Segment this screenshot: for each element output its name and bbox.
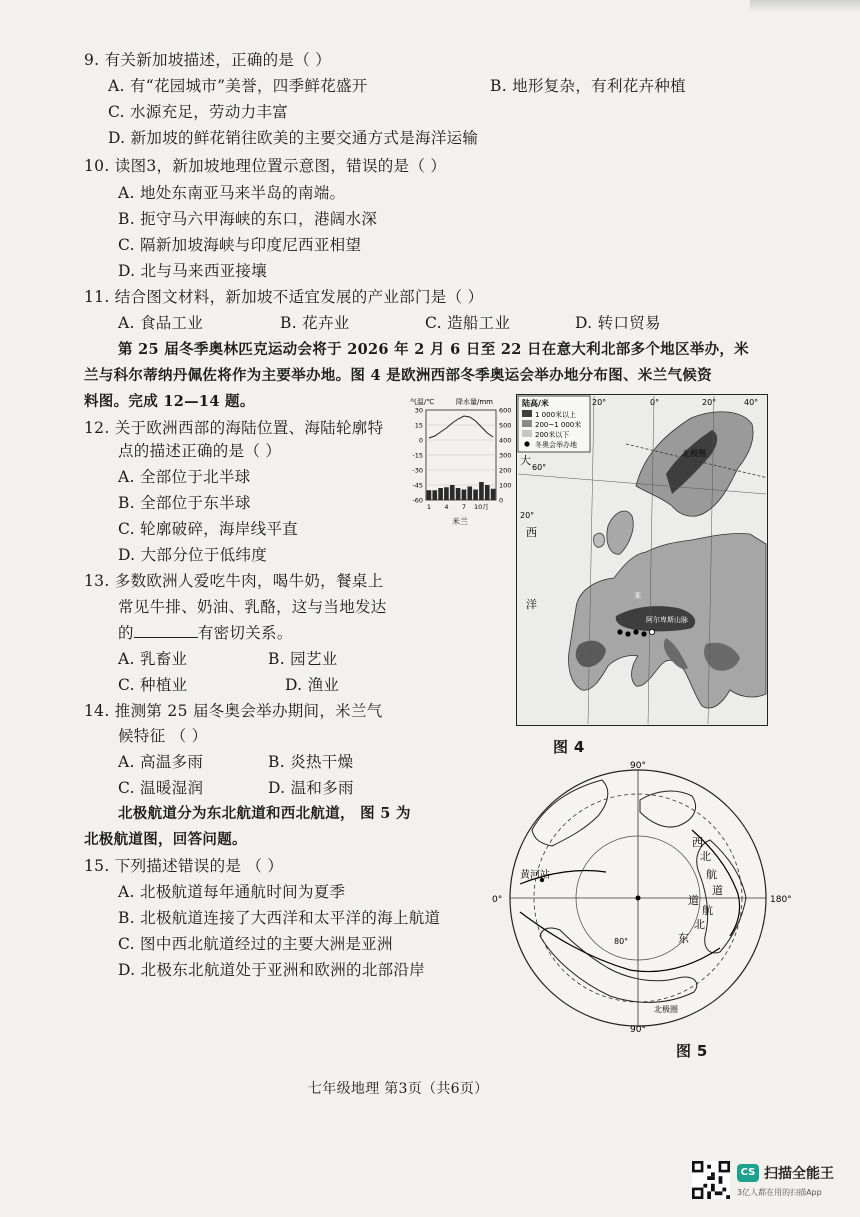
q13-stem-line-1: 13. 多数欧洲人爱吃牛肉，喝牛奶，餐桌上 — [84, 572, 384, 590]
q14-option-b: B. 炎热干燥 — [268, 753, 354, 771]
label-right-180: 180° — [770, 895, 792, 905]
precip-bar — [444, 487, 449, 500]
q14-stem-line-1: 14. 推测第 25 届冬奥会举办期间，米兰气 — [84, 702, 383, 720]
legend-title: 陆高/米 — [522, 399, 549, 408]
q10-option-b: B. 扼守马六甲海峡的东口，港阔水深 — [118, 210, 378, 228]
north-pole-dot — [636, 896, 641, 901]
legend-item-mid: 200~1 000米 — [535, 421, 582, 429]
olympic-site-dot — [641, 631, 646, 636]
q9-stem: 9. 有关新加坡描述，正确的是（ ） — [84, 51, 332, 69]
station-label: 黄河站 — [520, 870, 550, 881]
milan-climate-chart — [402, 396, 514, 530]
temp-tick-label: 0 — [418, 436, 423, 445]
olympic-site-dot — [633, 629, 638, 634]
scan-edge-shadow — [750, 0, 860, 12]
q15-stem: 15. 下列描述错误的是 （ ） — [84, 857, 284, 875]
q11-option-d: D. 转口贸易 — [575, 314, 661, 332]
arctic-intro-line-1: 北极航道分为东北航道和西北航道， 图 5 为 — [118, 805, 411, 822]
q15-option-a: A. 北极航道每年通航时间为夏季 — [118, 883, 346, 901]
climate-city-label: 米兰 — [452, 517, 468, 526]
figure-5-caption: 图 5 — [676, 1042, 708, 1060]
temp-tick-label: -30 — [412, 466, 423, 475]
nw-route-char-3: 航 — [706, 868, 717, 881]
ocean-label-1: 大 — [520, 454, 531, 467]
figure-4-caption: 图 4 — [553, 738, 585, 756]
q12-stem-line-2: 点的描述正确的是（ ） — [118, 442, 282, 460]
temp-tick-label: 30 — [414, 406, 423, 415]
month-tick-label: 4 — [444, 503, 449, 511]
precip-tick-label: 400 — [499, 436, 512, 445]
scanner-app-slogan: 3亿人都在用的扫描App — [737, 1188, 822, 1197]
month-tick-label: 1 — [426, 503, 431, 511]
q15-option-d: D. 北极东北航道处于亚洲和欧洲的北部沿岸 — [118, 961, 426, 979]
q11-stem: 11. 结合图文材料，新加坡不适宜发展的产业部门是（ ） — [84, 288, 484, 306]
month-tick-label: 7 — [461, 503, 466, 511]
precip-bar — [427, 490, 432, 500]
label-bottom-90: 90° — [630, 1025, 646, 1032]
q9-option-d: D. 新加坡的鲜花销往欧美的主要交通方式是海洋运输 — [108, 129, 479, 147]
precip-tick-label: 200 — [499, 466, 512, 475]
q9-option-c: C. 水源充足，劳动力丰富 — [108, 103, 289, 121]
q13-option-b: B. 园艺业 — [268, 650, 338, 668]
q11-option-c: C. 造船工业 — [425, 314, 511, 332]
intro-line-2: 兰与科尔蒂纳丹佩佐将作为主要举办地。图 4 是欧洲西部冬季奥运会举办地分布图、米兰气候资 — [84, 367, 712, 384]
ireland-landmass — [594, 533, 605, 547]
q11-option-b: B. 花卉业 — [280, 314, 350, 332]
month-tick-label: 10月 — [474, 503, 489, 511]
intro-line-3: 料图。完成 12—14 题。 — [84, 393, 255, 410]
qr-code-icon — [692, 1160, 730, 1200]
lon-label-20w: 20° — [592, 398, 607, 407]
olympic-site-dot — [617, 629, 622, 634]
q12-option-a: A. 全部位于北半球 — [118, 468, 251, 486]
q13-option-c: C. 种植业 — [118, 676, 188, 694]
page-footer: 七年级地理 第3页（共6页） — [308, 1081, 489, 1097]
arctic-intro-line-2: 北极航道图，回答问题。 — [84, 831, 247, 848]
q13-answer-blank — [134, 623, 198, 638]
legend-swatch-low — [522, 430, 532, 437]
temp-axis-header: 气温/℃ — [410, 398, 435, 406]
q15-option-b: B. 北极航道连接了大西洋和太平洋的海上航道 — [118, 909, 441, 927]
europe-map — [516, 394, 768, 726]
temp-tick-label: -15 — [412, 451, 423, 460]
legend-item-site: 冬奥会举办地 — [535, 441, 577, 449]
olympic-site-dot — [625, 631, 630, 636]
q13-option-a: A. 乳畜业 — [118, 650, 188, 668]
precip-bar — [462, 490, 467, 501]
precip-bar — [467, 487, 472, 501]
q13-stem-pre: 的 — [118, 624, 134, 642]
legend-dot — [524, 441, 529, 446]
precip-bar — [438, 488, 443, 500]
q9-option-a: A. 有“花园城市”美誉，四季鲜花盛开 — [108, 77, 368, 95]
q14-option-c: C. 温暖湿润 — [118, 779, 204, 797]
q13-stem-line-3 — [118, 623, 293, 643]
precip-axis-header: 降水量/mm — [456, 398, 493, 406]
temp-tick-label: -45 — [412, 481, 423, 490]
temp-tick-label: 15 — [414, 421, 423, 430]
arctic-circle-label: 北极圈 — [654, 1005, 678, 1014]
legend-swatch-mid — [522, 420, 532, 427]
q14-option-a: A. 高温多雨 — [118, 753, 204, 771]
scanner-app-name: 扫描全能王 — [764, 1166, 834, 1182]
q14-stem-line-2: 候特征 （ ） — [118, 727, 208, 745]
lon-label-40e: 40° — [744, 398, 759, 407]
precip-tick-label: 100 — [499, 481, 512, 490]
river-label: 莱 — [634, 592, 641, 600]
precip-bar — [473, 490, 478, 501]
precip-bar — [491, 489, 496, 500]
q12-option-c: C. 轮廓破碎，海岸线平直 — [118, 520, 299, 538]
label-top-90: 90° — [630, 761, 646, 771]
q15-option-c: C. 图中西北航道经过的主要大洲是亚洲 — [118, 935, 393, 953]
ne-route-char-1: 东 — [678, 932, 689, 945]
lat-label-60: 60° — [532, 463, 547, 472]
intro-line-1: 第 25 届冬季奥林匹克运动会将于 2026 年 2 月 6 日至 22 日在意大利北部多个地区举办，米 — [118, 341, 749, 358]
alps-label: 阿尔卑斯山脉 — [646, 616, 688, 624]
q11-option-a: A. 食品工业 — [118, 314, 204, 332]
q10-option-c: C. 隔新加坡海峡与印度尼西亚相望 — [118, 236, 362, 254]
ne-route-char-4: 道 — [688, 894, 699, 907]
precip-tick-label: 500 — [499, 421, 512, 430]
ocean-label-2: 西 — [526, 526, 537, 539]
precip-bar — [432, 490, 437, 500]
temperature-curve — [429, 416, 493, 438]
q14-option-d: D. 温和多雨 — [268, 779, 354, 797]
legend-item-low: 200米以下 — [535, 431, 570, 439]
legend-item-high: 1 000米以上 — [535, 411, 577, 419]
precip-tick-label: 0 — [499, 496, 504, 505]
olympic-site-dot — [649, 629, 654, 634]
q12-option-b: B. 全部位于东半球 — [118, 494, 251, 512]
q10-option-a: A. 地处东南亚马来半岛的南端。 — [118, 184, 346, 202]
precip-bar — [450, 485, 455, 500]
arctic-route-map — [480, 760, 800, 1032]
ne-route-char-3: 航 — [702, 904, 713, 917]
nw-route-char-4: 道 — [712, 884, 723, 897]
legend-swatch-high — [522, 410, 532, 417]
label-left-0: 0° — [492, 895, 503, 905]
nw-route-char-2: 北 — [700, 850, 711, 863]
precip-bar — [479, 482, 484, 500]
q12-option-d: D. 大部分位于低纬度 — [118, 546, 268, 564]
q13-stem-line-2: 常见牛排、奶油、乳酪，这与当地发达 — [118, 598, 387, 616]
q9-option-b: B. 地形复杂，有利花卉种植 — [490, 77, 686, 95]
precip-tick-label: 600 — [499, 406, 512, 415]
label-lat-80: 80° — [614, 937, 629, 946]
nw-route-char-1: 西 — [692, 836, 703, 849]
ocean-label-3: 洋 — [526, 598, 537, 611]
ne-route-char-2: 北 — [694, 918, 705, 931]
lon-label-0: 0° — [650, 398, 660, 407]
q10-stem: 10. 读图3，新加坡地理位置示意图，错误的是（ ） — [84, 157, 447, 175]
precip-bar — [456, 488, 461, 500]
lon-label-20e: 20° — [702, 398, 717, 407]
precip-tick-label: 300 — [499, 451, 512, 460]
arctic-circle-label: 北极圈 — [682, 449, 706, 458]
scanner-logo-icon: CS — [737, 1164, 759, 1182]
q12-stem-line-1: 12. 关于欧洲西部的海陆位置、海陆轮廓特 — [84, 419, 384, 437]
q13-stem-post: 有密切关系。 — [197, 624, 293, 642]
q10-option-d: D. 北与马来西亚接壤 — [118, 262, 268, 280]
temp-tick-label: -60 — [412, 496, 423, 505]
q13-option-d: D. 渔业 — [285, 676, 340, 694]
lat-label-20: 20° — [520, 511, 535, 520]
precip-bar — [485, 485, 490, 500]
